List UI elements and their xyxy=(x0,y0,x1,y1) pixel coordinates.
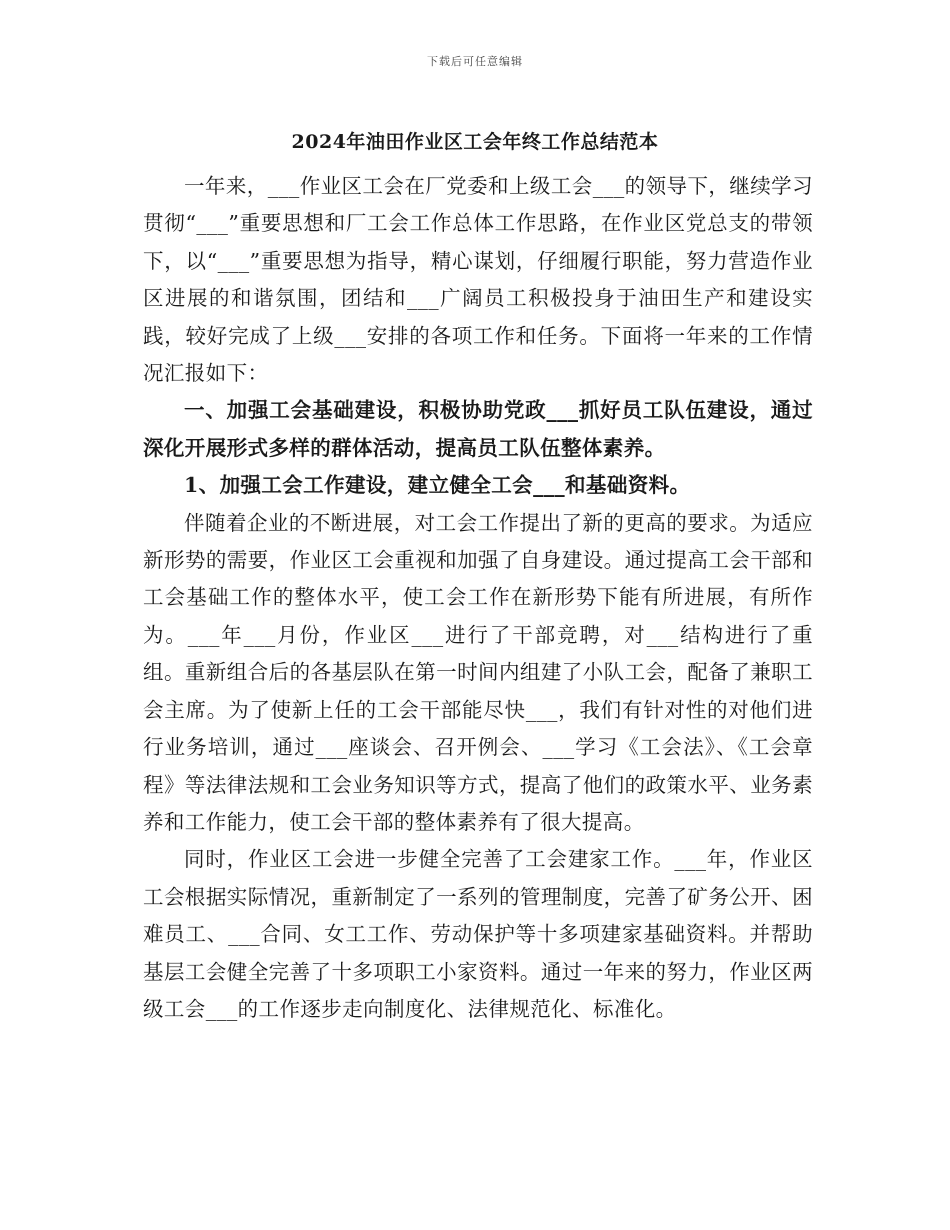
intro-paragraph: 一年来，___作业区工会在厂党委和上级工会___的领导下，继续学习贯彻“___”重要思想和厂工会工作总体工作思路，在作业区党总支的带领下，以“___”重要思想为指导，精心谋划，仔细履行职能，努力营造作业区进展的和谐氛围，团结和___广阔员工积极投身于油田生产和建设实践，较好完成了上级___安排的各项工作和任务。下面将一年来的工作情况汇报如下： xyxy=(143,174,813,386)
body-paragraph-2: 同时，作业区工会进一步健全完善了工会建家工作。___年，作业区工会根据实际情况，重新制定了一系列的管理制度，完善了矿务公开、困难员工、___合同、女工工作、劳动保护等十多项建家基础资料。并帮助基层工会健全完善了十多项职工小家资料。通过一年来的努力，作业区两级工会___的工作逐步走向制度化、法律规范化、标准化。 xyxy=(143,847,813,1021)
document-title: 2024年油田作业区工会年终工作总结范本 xyxy=(291,131,659,153)
page-header-note: 下载后可任意编辑 xyxy=(427,55,523,68)
section-heading-1: 一、加强工会基础建设，积极协助党政___抓好员工队伍建设，通过深化开展形式多样的群体活动，提高员工队伍整体素养。 xyxy=(143,398,813,460)
body-paragraph-1: 伴随着企业的不断进展，对工会工作提出了新的更高的要求。为适应新形势的需要，作业区工会重视和加强了自身建设。通过提高工会干部和工会基础工作的整体水平，使工会工作在新形势下能有所进展，有所作为。___年___月份，作业区___进行了干部竞聘，对___结构进行了重组。重新组合后的各基层队在第一时间内组建了小队工会，配备了兼职工会主席。为了使新上任的工会干部能尽快___，我们有针对性的对他们进行业务培训，通过___座谈会、召开例会、___学习《工会法》、《工会章程》等法律法规和工会业务知识等方式，提高了他们的政策水平、业务素养和工作能力，使工会干部的整体素养有了很大提高。 xyxy=(143,510,813,834)
subsection-heading-1: 1、加强工会工作建设，建立健全工会___和基础资料。 xyxy=(184,473,691,498)
document-body xyxy=(143,168,813,1028)
